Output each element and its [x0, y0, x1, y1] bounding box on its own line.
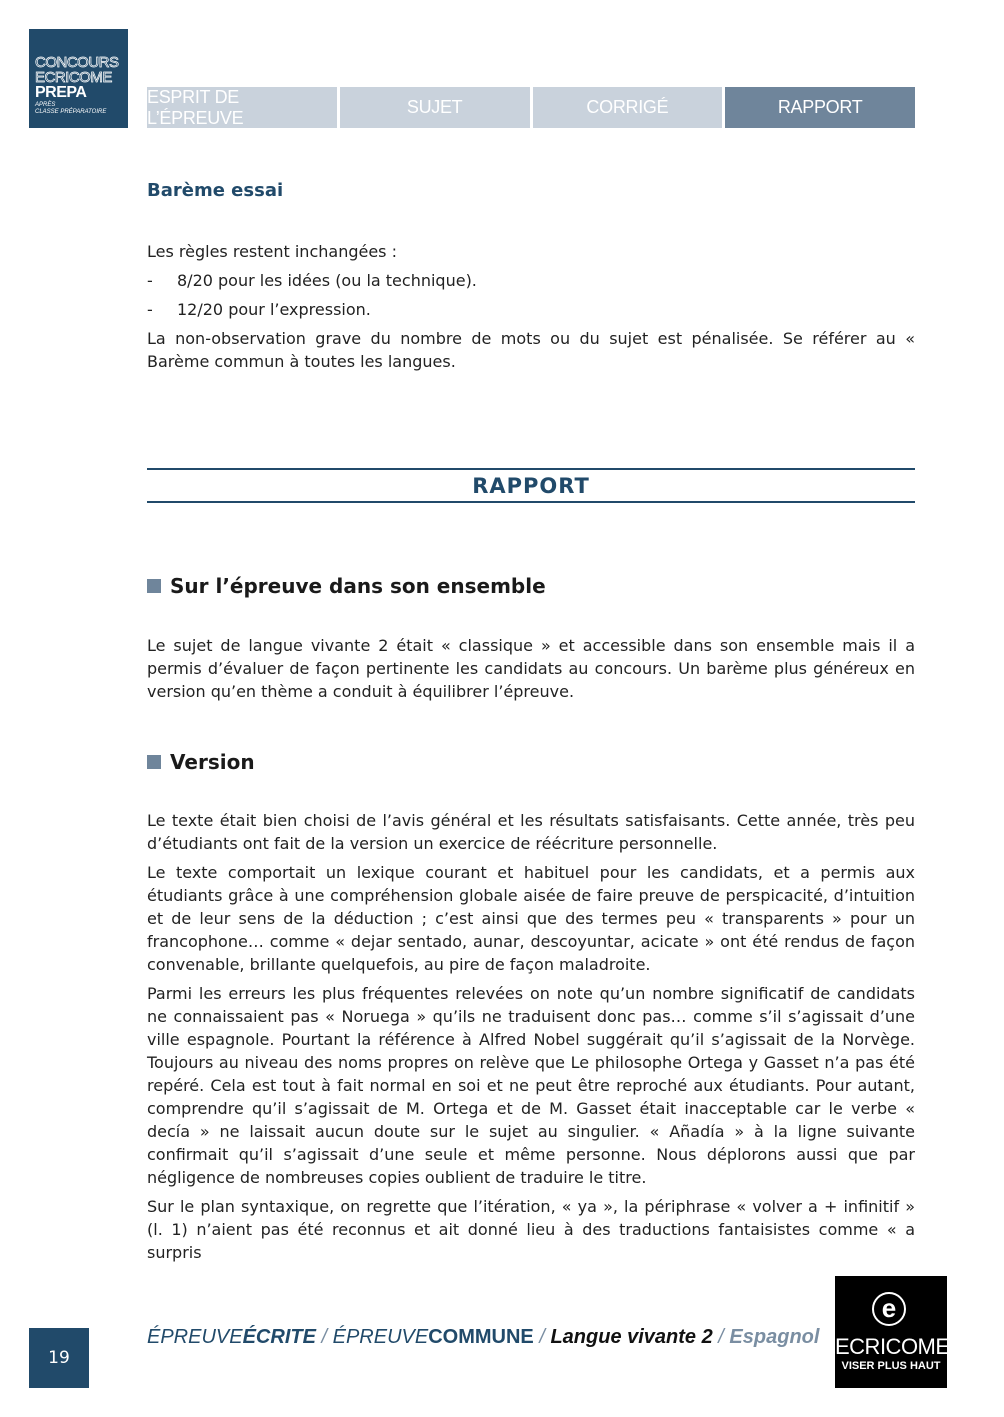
- tab-esprit-epreuve[interactable]: ESPRIT DE L’ÉPREUVE: [147, 87, 337, 128]
- footer-separator: /: [539, 1326, 545, 1348]
- brand-tagline: VISER PLUS HAUT: [841, 1360, 941, 1372]
- square-bullet-icon: [147, 755, 161, 769]
- bareme-item-expression: 12/20 pour l’expression.: [177, 300, 371, 319]
- version-paragraph-1: Le texte était bien choisi de l’avis général et les résultats satisfaisants. Cette année, très peu d’étudiants ont fait de la version un exercice de réécriture personnelle.: [147, 811, 915, 853]
- section-ensemble-body: [147, 634, 915, 709]
- square-bullet-icon: [147, 579, 161, 593]
- brand-name: ECRICOME: [835, 1334, 950, 1359]
- section-title-ensemble: [147, 574, 915, 598]
- ecricome-brand-logo: [835, 1276, 950, 1388]
- page-number: 19: [29, 1328, 89, 1388]
- section-title-version-text: Version: [170, 750, 255, 774]
- bareme-block: [147, 240, 915, 379]
- list-item: [147, 298, 915, 321]
- tab-sujet[interactable]: SUJET: [340, 87, 530, 128]
- section-title-version: [147, 750, 915, 774]
- version-paragraph-2: Le texte comportait un lexique courant et habituel pour les candidats, et a permis aux étudiants grâce à une compréhension globale aisée de faire preuve de perspicacité, d’intuition et de leur sens de la déduction ; c’est ainsi que des termes peu « transparents » pour un francophone… comme « dejar sentado, aunar, descoyuntar, acicate » ont été rendus de façon convenable, brillante quelquefois, au pire de façon maladroite.: [147, 863, 915, 974]
- logo-line-ecricome: ECRICOME: [35, 69, 112, 86]
- logo-line-apres: APRÈS: [35, 102, 56, 108]
- version-paragraph-4: Sur le plan syntaxique, on regrette que l’itération, « ya », la périphrase « volver a + infinitif » (l. 1) n’aient pas été reconnus et ait donné lieu à des traductions fantaisistes comme « a surpris: [147, 1197, 915, 1262]
- logo-line-prepa: PREPA: [35, 84, 87, 101]
- footer-espagnol: Espagnol: [729, 1326, 820, 1348]
- section-version-body: [147, 809, 915, 1270]
- bareme-item-ideas: 8/20 pour les idées (ou la technique).: [177, 271, 477, 290]
- bareme-title: Barème essai: [147, 180, 284, 201]
- footer-epreuve: ÉPREUVE: [147, 1326, 243, 1348]
- rapport-heading-band: [147, 468, 915, 503]
- list-dash: -: [147, 271, 153, 290]
- ecricome-prepa-logo: [29, 29, 128, 128]
- section-ensemble-paragraph: Le sujet de langue vivante 2 était « classique » et accessible dans son ensemble mais il a permis d’évaluer de façon pertinente les candidats au concours. Un barème plus généreux en version qu’en thème a conduit à équilibrer l’épreuve.: [147, 636, 915, 701]
- footer-ecrite: ÉCRITE: [242, 1326, 316, 1348]
- list-dash: -: [147, 300, 153, 319]
- ecricome-e-icon: e: [872, 1292, 906, 1326]
- section-title-ensemble-text: Sur l’épreuve dans son ensemble: [170, 574, 546, 598]
- footer-langue: Langue vivante 2: [550, 1326, 713, 1348]
- logo-line-concours: CONCOURS: [35, 54, 119, 71]
- list-item: [147, 269, 915, 292]
- logo-line-classe: CLASSE PRÉPARATOIRE: [35, 109, 107, 115]
- footer-commune: COMMUNE: [428, 1326, 534, 1348]
- rapport-heading: RAPPORT: [472, 473, 590, 498]
- section-tabs: [147, 87, 915, 128]
- footer-breadcrumb: [147, 1326, 819, 1349]
- footer-separator: /: [321, 1326, 328, 1348]
- tab-rapport[interactable]: RAPPORT: [725, 87, 915, 128]
- footer-epreuve-2: ÉPREUVE: [332, 1326, 429, 1348]
- footer-separator: /: [718, 1326, 724, 1348]
- tab-corrige[interactable]: CORRIGÉ: [533, 87, 723, 128]
- version-paragraph-3: Parmi les erreurs les plus fréquentes relevées on note qu’un nombre significatif de candidats ne connaissaient pas « Noruega » qu’ils ne traduisent donc pas… comme s’il s’agissait d’une ville espagnole. Pourtant la référence à Alfred Nobel suggérait qu’il s’agissait de la Norvège. Toujours au niveau des noms propres on relève que Le philosophe Ortega y Gasset n’a pas été repéré. Cela est tout à fait normal en soi et ne peut être reproché aux étudiants. Pour autant, comprendre qu’il s’agissait de M. Ortega et de M. Gasset était inacceptable car le verbe « decía » ne laissait aucun doute sur le sujet au singulier. « Añadía » à la ligne suivante confirmait qu’il s’agissait d’une seule et même personne. Nous déplorons aussi que par négligence de nombreuses copies oublient de traduire le titre.: [147, 984, 915, 1187]
- bareme-note: La non-observation grave du nombre de mots ou du sujet est pénalisée. Se référer au « Barème commun à toutes les langues.: [147, 329, 915, 371]
- bareme-intro: Les règles restent inchangées :: [147, 242, 397, 261]
